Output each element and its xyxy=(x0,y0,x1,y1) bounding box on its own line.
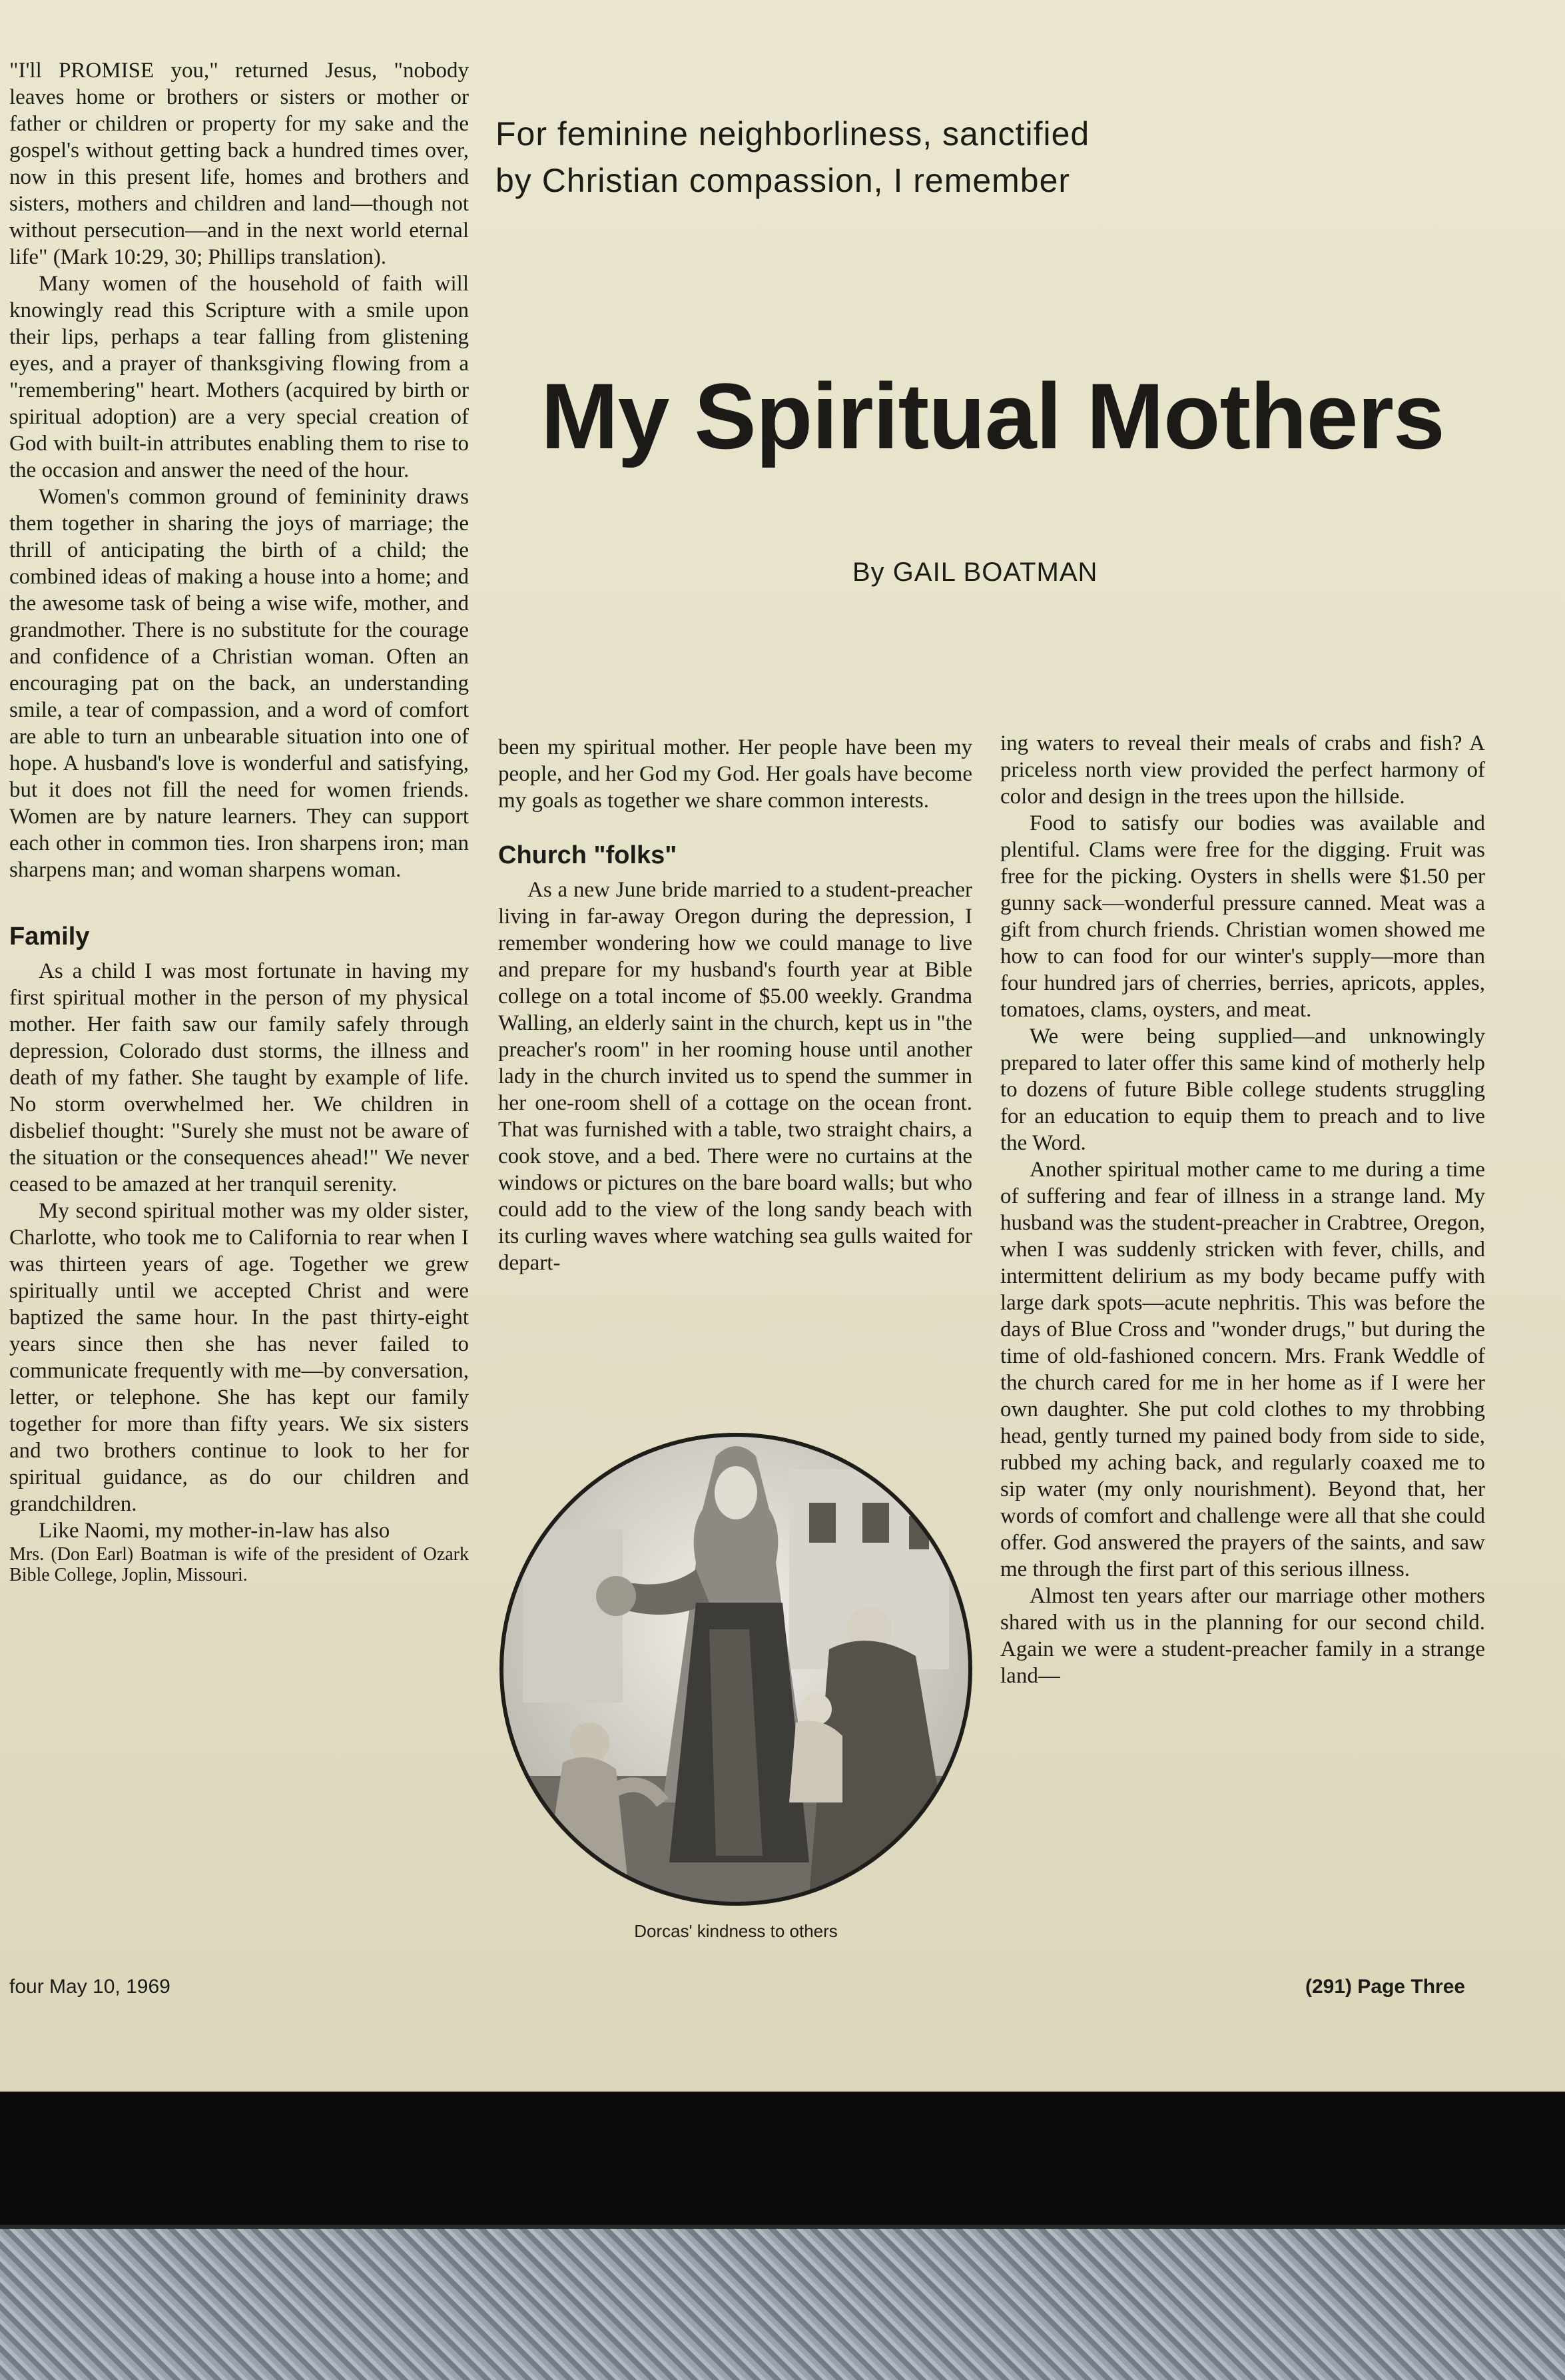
paragraph: As a child I was most fortunate in having my first spiritual mother in the person of my physical mother. Her faith saw our family safely through depression, Colorado dust storms, the illness and death of my father. She taught by example of life. No storm overwhelmed her. We children in disbelief thought: "Surely she must not be aware of the situation or the consequences ahead!" We never ceased to be amazed at her tranquil serenity. xyxy=(9,959,469,1196)
paragraph: Food to satisfy our bodies was available and plentiful. Clams were free for the digging. Fruit was free for the picking. Oysters in shells were $1.50 per gunny sack—wonderful pressure canned. Meat was a gift from church friends. Christian women showed me how to can food for our winter's supply—more than four hundred jars of cherries, berries, apricots, apples, tomatoes, clams, oysters, and meat. xyxy=(1000,811,1485,1022)
column-right xyxy=(1000,730,1485,1689)
paragraph: ing waters to reveal their meals of crabs and fish? A priceless north view provided the perfect harmony of color and design in the trees upon the hillside. xyxy=(1000,731,1485,809)
background-fabric xyxy=(0,2225,1565,2380)
footer-page-number: (291) Page Three xyxy=(1305,1976,1466,1998)
subhead-family: Family xyxy=(9,923,90,951)
deck-line: For feminine neighborliness, sanctified xyxy=(495,115,1090,153)
subhead-church-folks: Church "folks" xyxy=(498,841,677,869)
paragraph: "I'll PROMISE you," returned Jesus, "nobody leaves home or brothers or sisters or mother or father or children or property for my sake and the gospel's without getting back a hundred times over, now in this present life, homes and brothers and sisters, mothers and children and land—though not without persecution—and in the next world eternal life" (Mark 10:29, 30; Phillips translation). xyxy=(9,59,469,269)
footer-date: four May 10, 1969 xyxy=(9,1976,170,1998)
column-middle xyxy=(498,734,972,1276)
paragraph: Another spiritual mother came to me during a time of suffering and fear of illness in a strange land. My husband was the student-preacher in Crabtree, Oregon, when I was suddenly stricken with fever, chills, and intermittent delirium as my body became puffy with large dark spots—acute nephritis. This was before the days of Blue Cross and "wonder drugs," but during the time of old-fashioned concern. Mrs. Frank Weddle of the church cared for me in her home as if I were her own daughter. She put cold clothes to my throbbing head, gently turned my pained body from side to side, rubbed my aching back, and regularly coaxed me to sip water (my only nourishment). Beyond that, her words of comfort and challenge were all that she could offer. God answered the prayers of the saints, and saw me through the first part of this serious illness. xyxy=(1000,1158,1485,1581)
byline: By GAIL BOATMAN xyxy=(852,558,1098,587)
deck-line: by Christian compassion, I remember xyxy=(495,162,1071,199)
deck-subtitle xyxy=(495,111,1215,204)
paragraph: been my spiritual mother. Her people have been my people, and her God my God. Her goals have become my goals as together we share common interests. xyxy=(498,735,972,813)
paragraph: We were being supplied—and unknowingly prepared to later offer this same kind of motherly help to dozens of future Bible college students struggling for an education to equip them to preach and to live the Word. xyxy=(1000,1024,1485,1155)
paragraph: My second spiritual mother was my older sister, Charlotte, who took me to California to rear when I was thirteen years of age. Together we grew spiritually until we accepted Christ and were baptized the same hour. In the past thirty-eight years since then she has never failed to communicate frequently with me—by conversation, letter, or telephone. She has kept our family together for more than fifty years. We six sisters and two brothers continue to look to her for spiritual guidance, as do our children and grandchildren. xyxy=(9,1199,469,1516)
column-left xyxy=(9,57,469,1585)
paragraph: Women's common ground of femininity draws them together in sharing the joys of marriage; the thrill of anticipating the birth of a child; the combined ideas of making a house into a home; and the awesome task of being a wise wife, mother, and grandmother. There is no substitute for the courage and confidence of a Christian woman. Often an encouraging pat on the back, an understanding smile, a tear of compassion, and a word of comfort are able to turn an unbearable situation into one of hope. A husband's love is wonderful and satisfying, but it does not fill the need for women friends. Women are by nature learners. They can support each other in common ties. Iron sharpens iron; man sharpens man; and woman sharpens woman. xyxy=(9,485,469,882)
paragraph: Like Naomi, my mother-in-law has also xyxy=(39,1519,390,1543)
illustration-caption: Dorcas' kindness to others xyxy=(634,1921,838,1941)
article-title: My Spiritual Mothers xyxy=(541,364,1444,468)
author-credit: Mrs. (Don Earl) Boatman is wife of the president of Ozark Bible College, Joplin, Missouri. xyxy=(9,1544,469,1585)
paragraph: As a new June bride married to a student-preacher living in far-away Oregon during the depression, I remember wondering how we could manage to live and prepare for my husband's fourth year at Bible college on a total income of $5.00 weekly. Grandma Walling, an elderly saint in the church, kept us in "the preacher's room" in her rooming house until another lady in the church invited us to spend the summer in her one-room shell of a cottage on the ocean front. That was furnished with a table, two straight chairs, a cook stove, and a bed. There were no curtains at the windows or pictures on the bare board walls; but who could add to the view of the long sandy beach with its curling waves where watching sea gulls waited for depart- xyxy=(498,878,972,1275)
paragraph: Many women of the household of faith will knowingly read this Scripture with a smile upon their lips, perhaps a tear falling from glistening eyes, and a prayer of thanksgiving flowing from a "remembering" heart. Mothers (acquired by birth or spiritual adoption) are a very special creation of God with built-in attributes enabling them to rise to the occasion and answer the need of the hour. xyxy=(9,272,469,482)
paragraph: Almost ten years after our marriage other mothers shared with us in the planning for our second child. Again we were a student-preacher family in a strange land— xyxy=(1000,1584,1485,1688)
dorcas-illustration xyxy=(496,1429,976,1909)
